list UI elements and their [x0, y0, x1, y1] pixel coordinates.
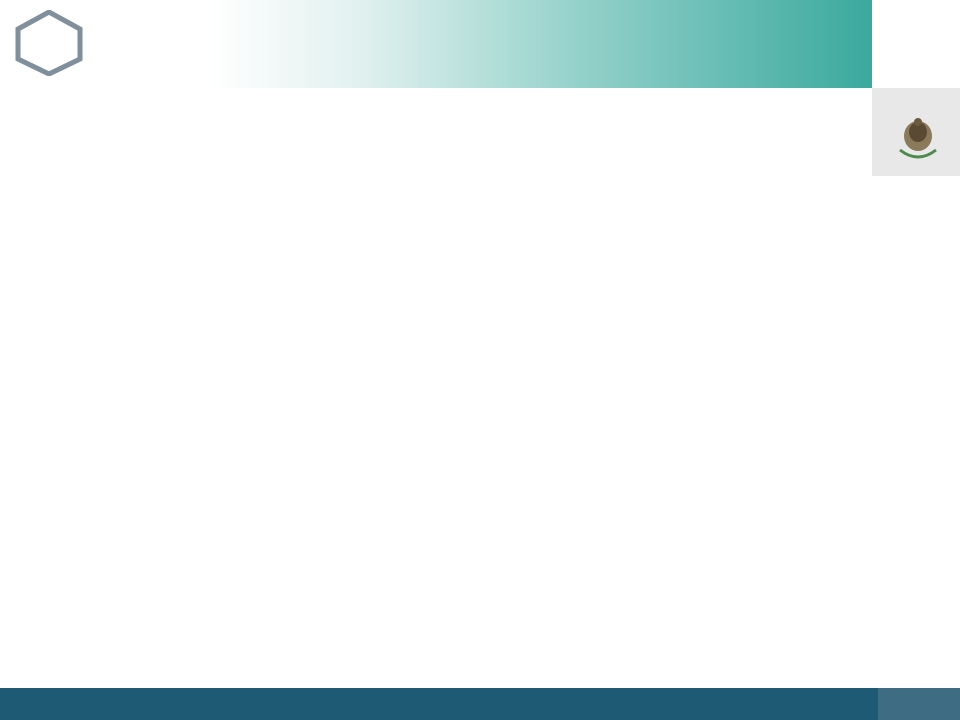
footer-bar: [0, 688, 960, 720]
footer-bar-end: [878, 688, 960, 720]
